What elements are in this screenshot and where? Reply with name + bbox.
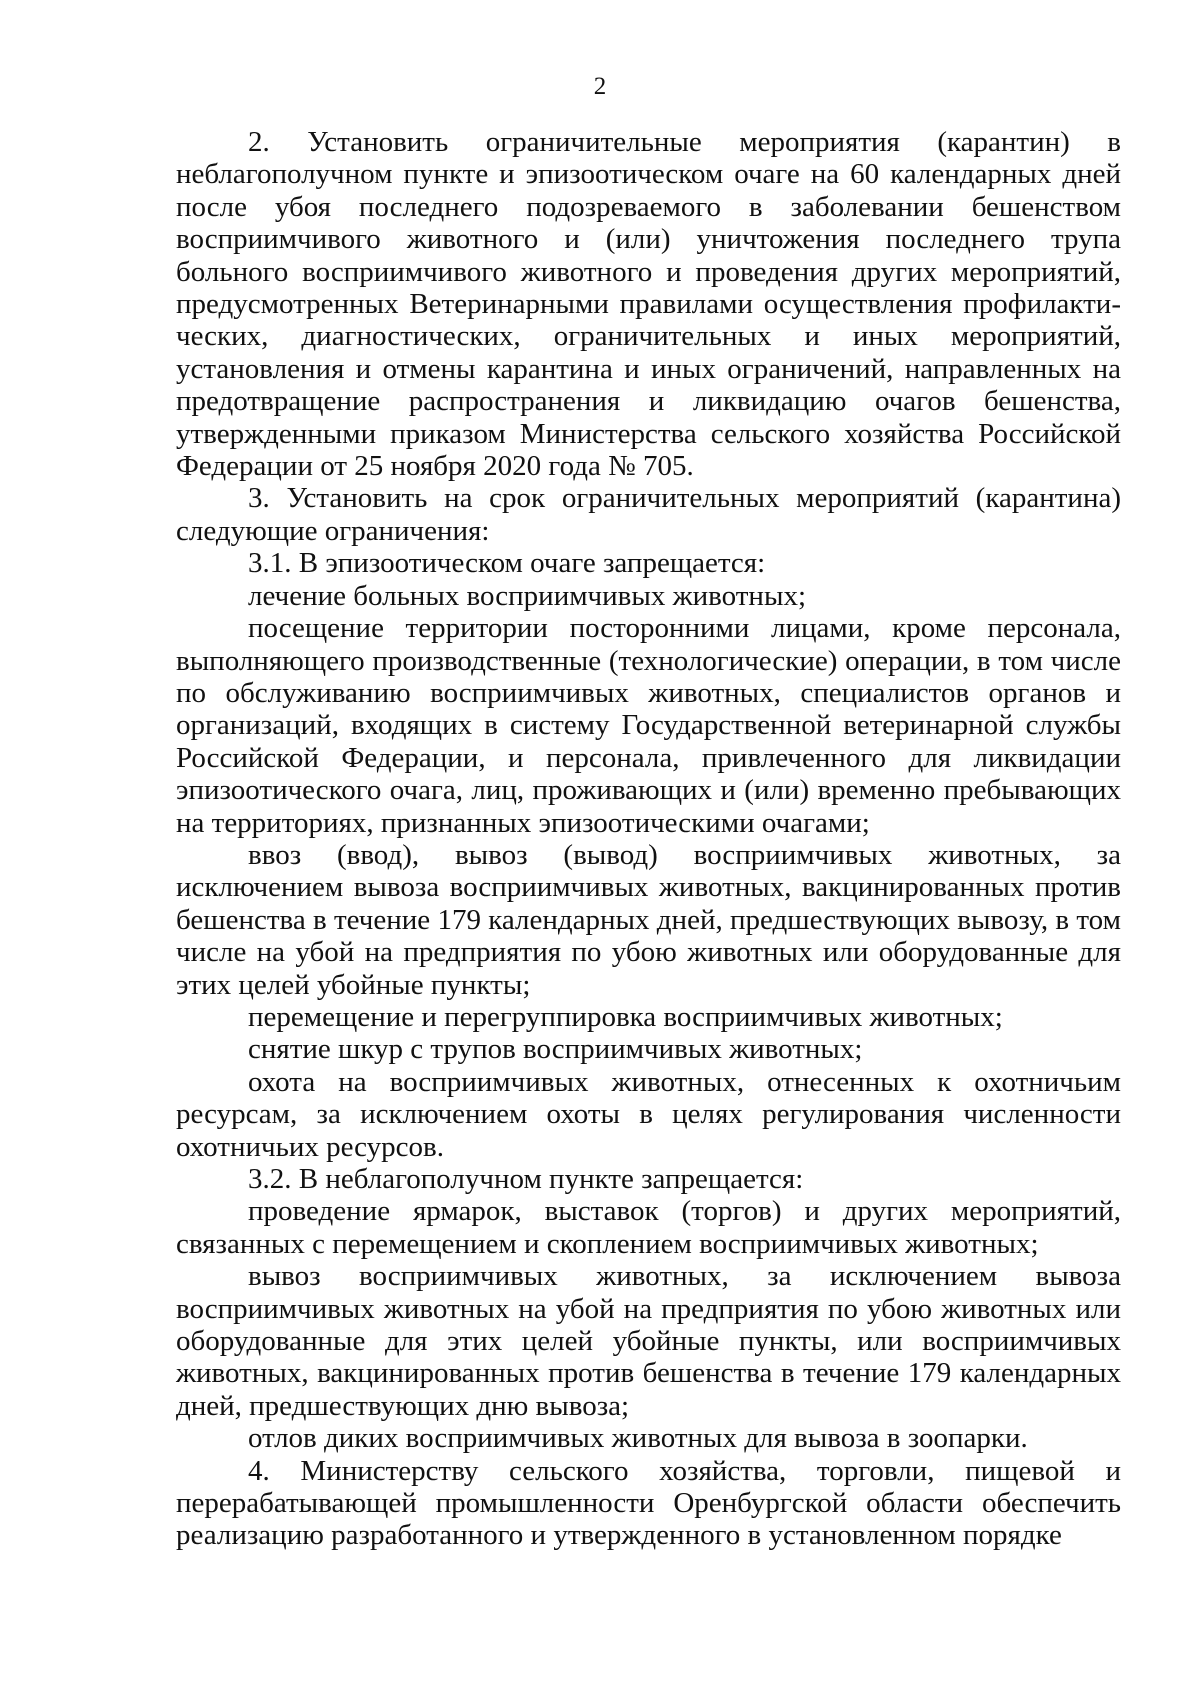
list-item-export-animals: вывоз восприимчивых животных, за исключением вывоза восприимчивых животных на убой на предприятия по убою животных или оборудованные для этих целей убойные пункты, или восприимчивых животных, вакцинированных против бешенства в течение 179 календарных дней, предшествующих дню вывоза;: [176, 1260, 1121, 1422]
paragraph-2-quarantine: 2. Установить ограничительные мероприятия (карантин) в неблагополучном пункте и эпизоотическом очаге на 60 календарных дней после убоя последнего подозреваемого в заболевании бешенством восприимчивого животного и (или) уничтожения последнего трупа больного восприимчивого животного и проведения других мероприятий, предусмотренных Ветеринарными правилами осуществления профилакти-ческих, диагностических, ограничительных и иных мероприятий, установления и отмены карантина и иных ограничений, направленных на предотвращение распространения и ликвидацию очагов бешенства, утвержденными приказом Министерства сельского хозяйства Российской Федерации от 25 ноября 2020 года № 705.: [176, 126, 1121, 483]
list-item-visiting-territory: посещение территории посторонними лицами, кроме персонала, выполняющего производственные (технологические) операции, в том числе по обслуживанию восприимчивых животных, специалистов органов и организаций, входящих в систему Государственной ветеринарной службы Российской Федерации, и персонала, привлеченного для ликвидации эпизоотического очага, лиц, проживающих и (или) временно пребывающих на территориях, признанных эпизоотическими очагами;: [176, 612, 1121, 839]
list-item-capture-wild: отлов диких восприимчивых животных для вывоза в зоопарки.: [248, 1422, 1028, 1455]
paragraph-3-restrictions: 3. Установить на срок ограничительных мероприятий (карантина) следующие ограничения:: [176, 482, 1121, 547]
paragraph-4-ministry: 4. Министерству сельского хозяйства, торговли, пищевой и перерабатывающей промышленности Оренбургской области обеспечить реализацию разработанного и утвержденного в установленном порядке: [176, 1454, 1121, 1552]
list-item-treatment: лечение больных восприимчивых животных;: [248, 579, 806, 612]
paragraph-3-2-heading: 3.2. В неблагополучном пункте запрещается:: [248, 1163, 804, 1195]
page-number: 2: [593, 73, 607, 100]
list-item-hunting: охота на восприимчивых животных, отнесенных к охотничьим ресурсам, за исключением охоты в целях регулирования численности охотничьих ресурсов.: [176, 1065, 1121, 1163]
list-item-import-export: ввоз (ввод), вывоз (вывод) восприимчивых животных, за исключением вывоза восприимчивых животных, вакцинированных против бешенства в течение 179 календарных дней, предшествующих вывозу, в том числе на убой на предприятия по убою животных или оборудованные для этих целей убойные пункты;: [176, 838, 1121, 1001]
list-item-regrouping: перемещение и перегруппировка восприимчивых животных;: [248, 1000, 1003, 1033]
document-body: [176, 126, 1121, 1552]
paragraph-3-1-heading: 3.1. В эпизоотическом очаге запрещается:: [248, 547, 766, 580]
list-item-fairs: проведение ярмарок, выставок (торгов) и других мероприятий, связанных с перемещением и скоплением восприимчивых животных;: [176, 1195, 1121, 1260]
list-item-skinning: снятие шкур с трупов восприимчивых животных;: [248, 1033, 863, 1066]
